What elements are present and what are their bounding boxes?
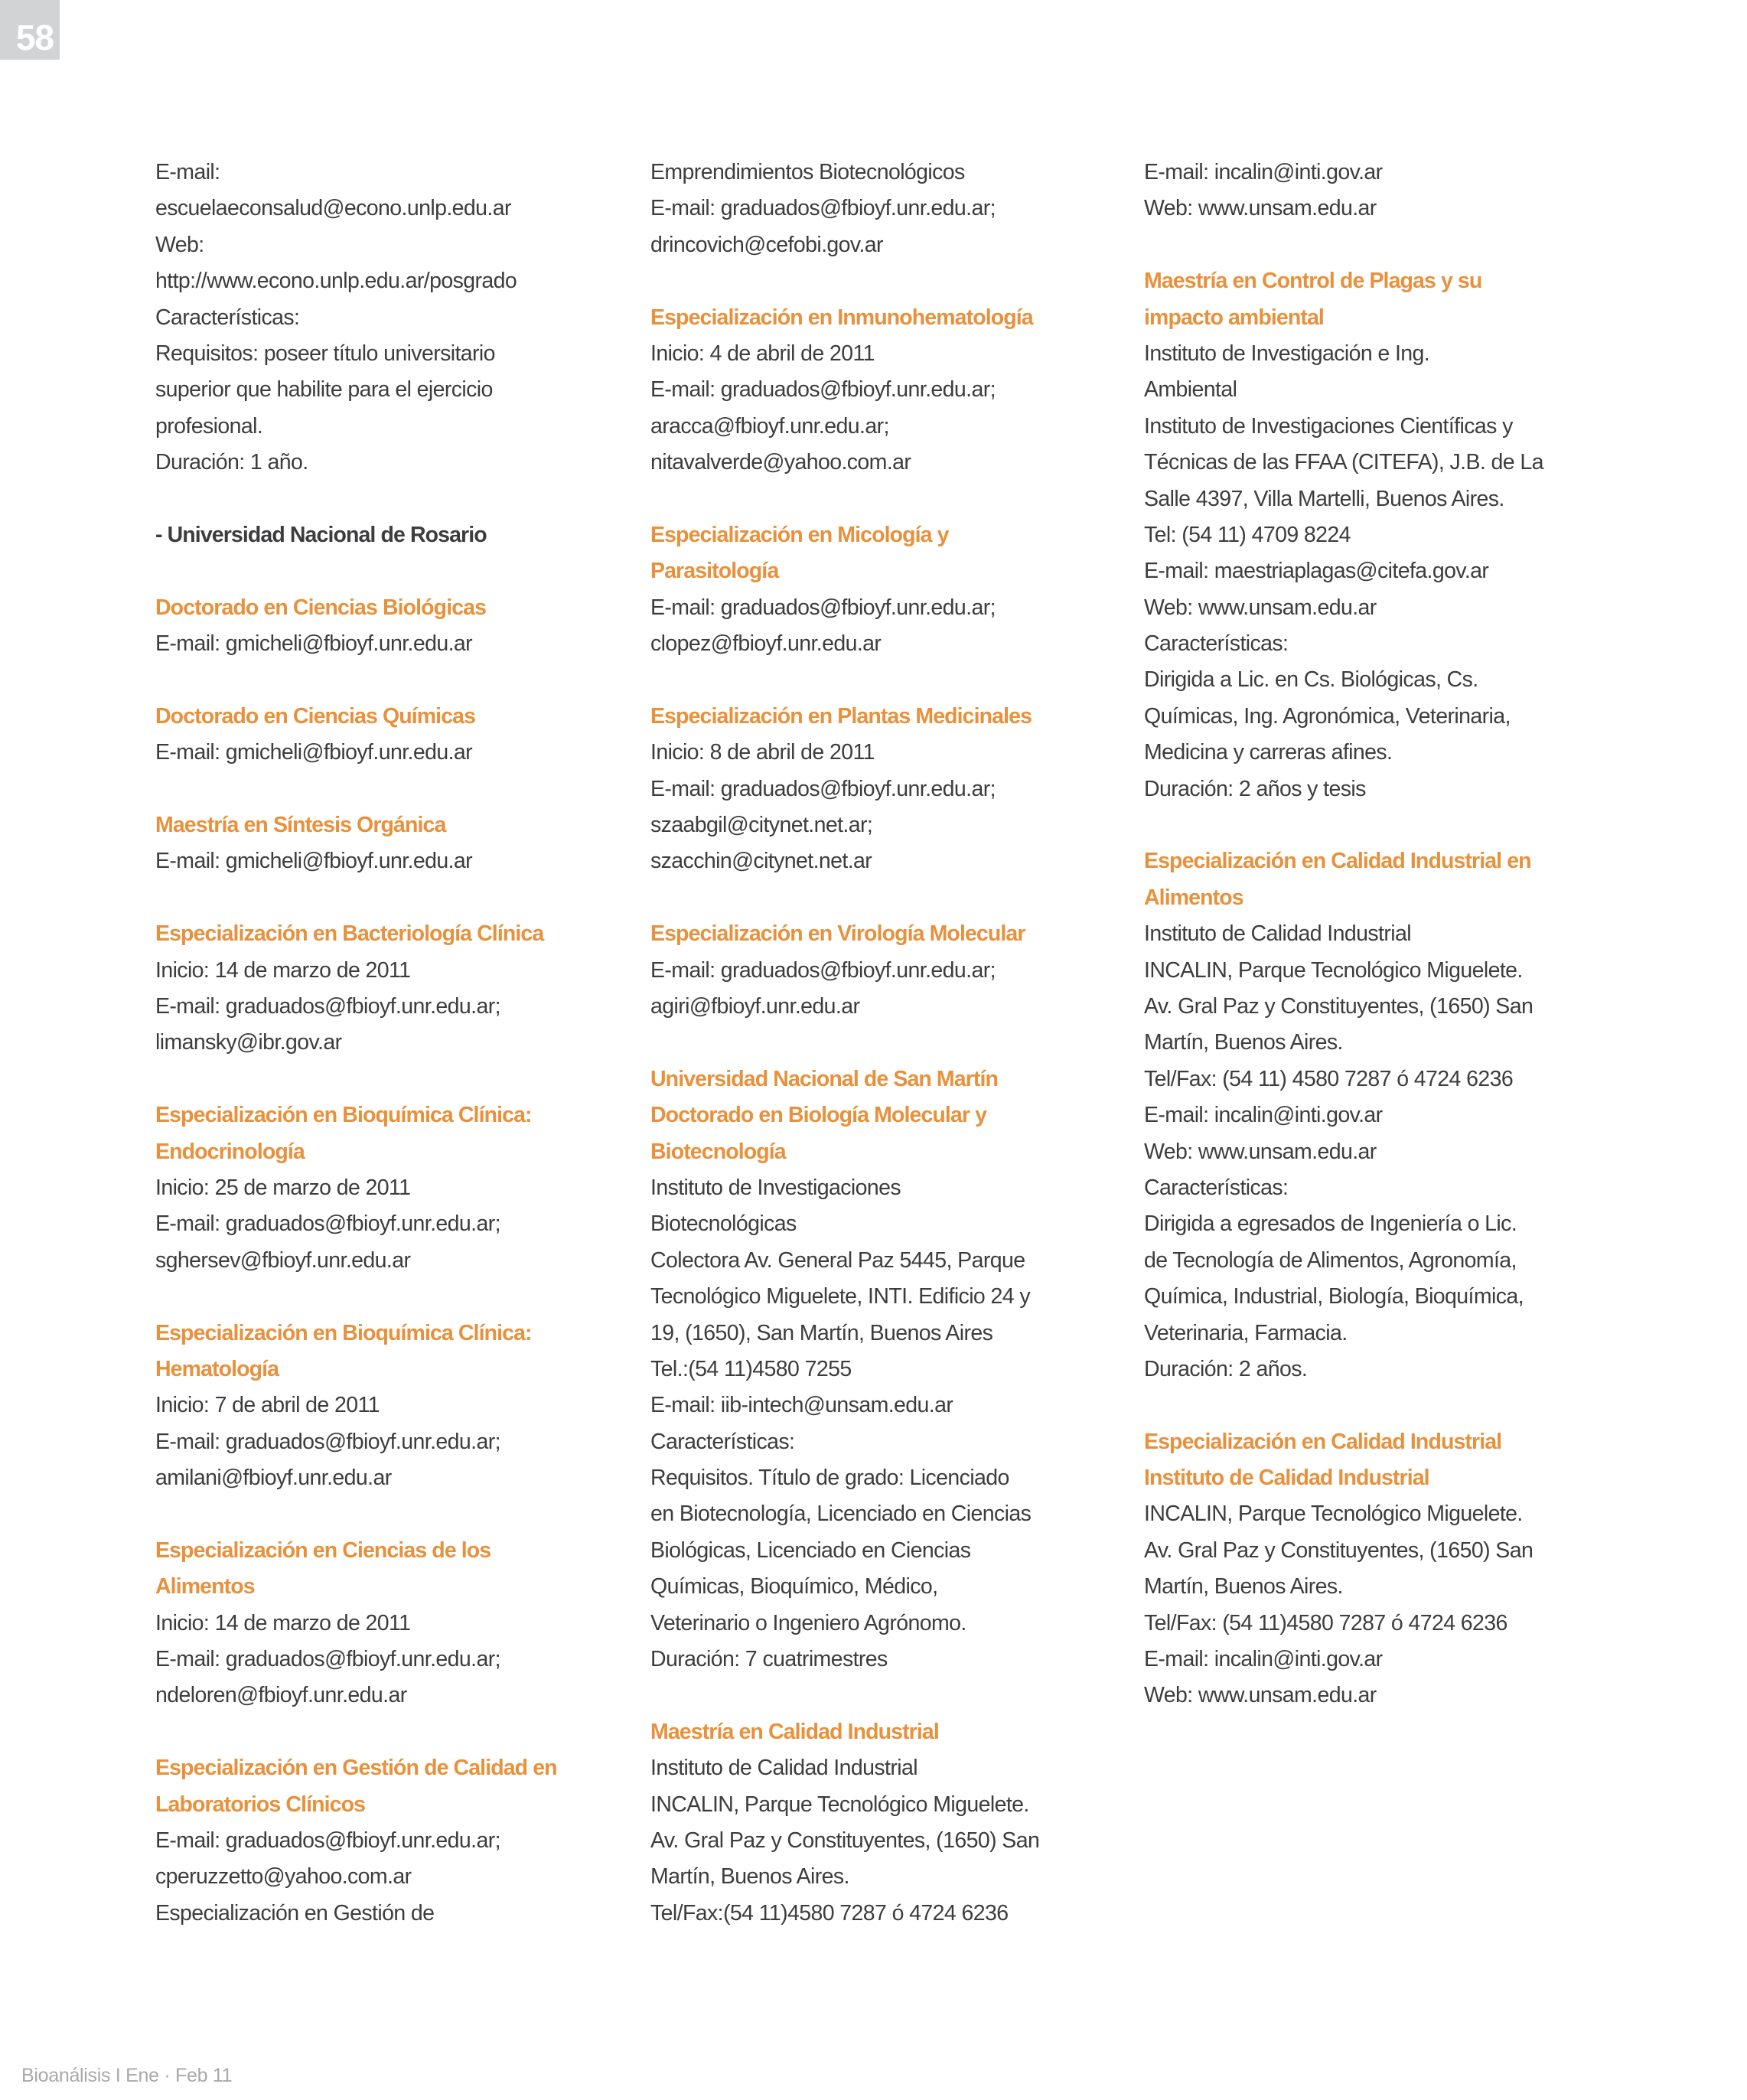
program-heading: Especialización en Calidad Industrial en bbox=[1144, 849, 1531, 874]
program-heading: Especialización en Micología y bbox=[650, 522, 949, 547]
text-line: clopez@fbioyf.unr.edu.ar bbox=[650, 631, 882, 657]
text-line: de Tecnología de Alimentos, Agronomía, bbox=[1144, 1247, 1517, 1273]
text-line: E-mail: graduados@fbioyf.unr.edu.ar; bbox=[650, 957, 996, 983]
program-heading: Especialización en Calidad Industrial bbox=[1144, 1429, 1502, 1454]
text-line: Web: bbox=[155, 232, 204, 257]
program-heading: Biotecnología bbox=[650, 1139, 786, 1164]
program-heading: Instituto de Calidad Industrial bbox=[1144, 1466, 1429, 1491]
text-line: cperuzzetto@yahoo.com.ar bbox=[155, 1864, 412, 1890]
text-line: Técnicas de las FFAA (CITEFA), J.B. de La bbox=[1144, 450, 1543, 475]
spacer bbox=[155, 1061, 630, 1097]
text-line: Características: bbox=[1144, 1175, 1289, 1200]
text-line: E-mail: graduados@fbioyf.unr.edu.ar; bbox=[650, 595, 996, 620]
text-line: Duración: 2 años. bbox=[1144, 1356, 1308, 1381]
spacer bbox=[155, 880, 630, 916]
text-line: Martín, Buenos Aires. bbox=[650, 1864, 849, 1890]
university-heading: - Universidad Nacional de Rosario bbox=[155, 522, 487, 547]
program-heading: Especialización en Bacteriología Clínica bbox=[155, 921, 544, 947]
text-line: E-mail: graduados@fbioyf.unr.edu.ar; bbox=[155, 993, 500, 1019]
text-line: superior que habilite para el ejercicio bbox=[155, 377, 493, 403]
spacer bbox=[155, 1714, 630, 1750]
text-line: Web: www.unsam.edu.ar bbox=[1144, 1683, 1377, 1708]
text-line: Dirigida a Lic. en Cs. Biológicas, Cs. bbox=[1144, 667, 1478, 693]
text-line: E-mail: bbox=[155, 160, 220, 184]
program-heading: Maestría en Calidad Industrial bbox=[650, 1719, 939, 1744]
spacer bbox=[155, 771, 630, 807]
program-heading: Alimentos bbox=[1144, 885, 1243, 910]
program-heading: Especialización en Ciencias de los bbox=[155, 1538, 491, 1563]
text-line: Instituto de Investigaciones Científicas y bbox=[1144, 413, 1513, 439]
text-line: E-mail: graduados@fbioyf.unr.edu.ar; bbox=[650, 196, 996, 221]
text-line: szaabgil@citynet.net.ar; bbox=[650, 813, 873, 838]
text-line: Colectora Av. General Paz 5445, Parque bbox=[650, 1247, 1025, 1273]
program-heading: Hematología bbox=[155, 1356, 279, 1381]
text-line: Tel: (54 11) 4709 8224 bbox=[1144, 522, 1351, 547]
text-line: Salle 4397, Villa Martelli, Buenos Aires. bbox=[1144, 486, 1504, 511]
program-heading: Especialización en Virología Molecular bbox=[650, 921, 1025, 947]
text-line: Veterinario o Ingeniero Agrónomo. bbox=[650, 1610, 966, 1635]
text-line: Duración: 7 cuatrimestres bbox=[650, 1647, 888, 1672]
text-line: E-mail: incalin@inti.gov.ar bbox=[1144, 1647, 1383, 1672]
text-line: Duración: 2 años y tesis bbox=[1144, 776, 1366, 801]
program-heading: Maestría en Control de Plagas y su bbox=[1144, 269, 1482, 294]
spacer bbox=[155, 662, 630, 698]
text-line: Av. Gral Paz y Constituyentes, (1650) San bbox=[1144, 993, 1534, 1019]
text-line: sghersev@fbioyf.unr.edu.ar bbox=[155, 1247, 411, 1273]
text-line: Químicas, Bioquímico, Médico, bbox=[650, 1574, 938, 1599]
text-line: Emprendimientos Biotecnológicos bbox=[650, 160, 965, 184]
spacer bbox=[650, 263, 1125, 299]
text-line: Inicio: 25 de marzo de 2011 bbox=[155, 1175, 411, 1200]
text-line: Tel/Fax: (54 11)4580 7287 ó 4724 6236 bbox=[1144, 1610, 1507, 1635]
column-3 bbox=[1144, 155, 1618, 1714]
program-heading: Especialización en Inmunohematología bbox=[650, 305, 1033, 330]
text-line: Características: bbox=[650, 1429, 795, 1454]
text-line: Martín, Buenos Aires. bbox=[1144, 1574, 1343, 1599]
page-footer: Bioanálisis I Ene · Feb 11 bbox=[21, 2065, 233, 2086]
text-line: Requisitos: poseer título universitario bbox=[155, 341, 495, 366]
text-line: ndeloren@fbioyf.unr.edu.ar bbox=[155, 1683, 407, 1708]
text-line: Ambiental bbox=[1144, 377, 1237, 403]
column-1 bbox=[155, 155, 630, 1932]
text-line: E-mail: graduados@fbioyf.unr.edu.ar; bbox=[650, 377, 996, 403]
text-line: INCALIN, Parque Tecnológico Miguelete. bbox=[1144, 957, 1523, 983]
text-line: Martín, Buenos Aires. bbox=[1144, 1030, 1343, 1055]
text-line: szacchin@citynet.net.ar bbox=[650, 849, 872, 874]
program-heading: Parasitología bbox=[650, 559, 779, 584]
spacer bbox=[650, 1025, 1125, 1061]
spacer bbox=[1144, 227, 1618, 263]
text-line: Tel/Fax:(54 11)4580 7287 ó 4724 6236 bbox=[650, 1900, 1009, 1926]
program-heading: Universidad Nacional de San Martín bbox=[650, 1066, 999, 1091]
text-line: Química, Industrial, Biología, Bioquímica, bbox=[1144, 1284, 1524, 1309]
text-line: E-mail: iib-intech@unsam.edu.ar bbox=[650, 1393, 953, 1418]
text-line: E-mail: gmicheli@fbioyf.unr.edu.ar bbox=[155, 631, 473, 657]
spacer bbox=[1144, 1388, 1618, 1423]
text-line: Av. Gral Paz y Constituyentes, (1650) San bbox=[1144, 1538, 1534, 1563]
text-line: E-mail: maestriaplagas@citefa.gov.ar bbox=[1144, 559, 1489, 584]
text-line: Instituto de Investigaciones bbox=[650, 1175, 901, 1200]
text-line: limansky@ibr.gov.ar bbox=[155, 1030, 342, 1055]
text-line: Web: www.unsam.edu.ar bbox=[1144, 1139, 1377, 1164]
spacer bbox=[650, 481, 1125, 517]
text-line: Inicio: 8 de abril de 2011 bbox=[650, 740, 875, 765]
text-line: Características: bbox=[155, 305, 300, 330]
text-line: E-mail: gmicheli@fbioyf.unr.edu.ar bbox=[155, 740, 473, 765]
text-line: Av. Gral Paz y Constituyentes, (1650) San bbox=[650, 1828, 1040, 1853]
text-line: Requisitos. Título de grado: Licenciado bbox=[650, 1466, 1009, 1491]
text-line: http://www.econo.unlp.edu.ar/posgrado bbox=[155, 269, 517, 294]
program-heading: Doctorado en Ciencias Biológicas bbox=[155, 595, 487, 620]
text-line: nitavalverde@yahoo.com.ar bbox=[650, 450, 911, 475]
text-line: E-mail: graduados@fbioyf.unr.edu.ar; bbox=[155, 1429, 500, 1454]
text-line: Características: bbox=[1144, 631, 1289, 657]
program-heading: Especialización en Bioquímica Clínica: bbox=[155, 1320, 532, 1345]
spacer bbox=[155, 481, 630, 517]
text-line: E-mail: graduados@fbioyf.unr.edu.ar; bbox=[155, 1828, 500, 1853]
text-line: Instituto de Calidad Industrial bbox=[650, 1756, 918, 1781]
program-heading: impacto ambiental bbox=[1144, 305, 1324, 330]
program-heading: Especialización en Plantas Medicinales bbox=[650, 703, 1032, 729]
text-line: Tel.:(54 11)4580 7255 bbox=[650, 1356, 852, 1381]
text-line: E-mail: graduados@fbioyf.unr.edu.ar; bbox=[155, 1211, 500, 1237]
text-line: profesional. bbox=[155, 413, 263, 439]
text-line: Dirigida a egresados de Ingeniería o Lic. bbox=[1144, 1211, 1517, 1237]
text-line: INCALIN, Parque Tecnológico Miguelete. bbox=[650, 1792, 1029, 1817]
page-number: 58 bbox=[0, 0, 60, 60]
program-heading: Alimentos bbox=[155, 1574, 255, 1599]
text-line: E-mail: graduados@fbioyf.unr.edu.ar; bbox=[650, 776, 996, 801]
text-line: Veterinaria, Farmacia. bbox=[1144, 1320, 1348, 1345]
text-line: amilani@fbioyf.unr.edu.ar bbox=[155, 1466, 392, 1491]
text-line: Web: www.unsam.edu.ar bbox=[1144, 595, 1377, 620]
text-line: agiri@fbioyf.unr.edu.ar bbox=[650, 993, 860, 1019]
text-line: en Biotecnología, Licenciado en Ciencias bbox=[650, 1502, 1032, 1527]
program-heading: Endocrinología bbox=[155, 1139, 305, 1164]
text-line: escuelaeconsalud@econo.unlp.edu.ar bbox=[155, 196, 511, 221]
text-line: Medicina y carreras afines. bbox=[1144, 740, 1393, 765]
spacer bbox=[650, 662, 1125, 698]
text-line: Inicio: 7 de abril de 2011 bbox=[155, 1393, 380, 1418]
text-line: 19, (1650), San Martín, Buenos Aires bbox=[650, 1320, 993, 1345]
text-line: E-mail: incalin@inti.gov.ar bbox=[1144, 1103, 1383, 1128]
spacer bbox=[1144, 807, 1618, 843]
text-line: Inicio: 4 de abril de 2011 bbox=[650, 341, 875, 366]
program-heading: Laboratorios Clínicos bbox=[155, 1792, 366, 1817]
spacer bbox=[650, 880, 1125, 916]
spacer bbox=[155, 553, 630, 589]
text-line: aracca@fbioyf.unr.edu.ar; bbox=[650, 413, 889, 439]
text-line: INCALIN, Parque Tecnológico Miguelete. bbox=[1144, 1502, 1523, 1527]
text-line: Web: www.unsam.edu.ar bbox=[1144, 196, 1377, 221]
spacer bbox=[155, 1279, 630, 1315]
spacer bbox=[650, 1678, 1125, 1714]
text-line: Químicas, Ing. Agronómica, Veterinaria, bbox=[1144, 703, 1511, 729]
text-line: Especialización en Gestión de bbox=[155, 1900, 435, 1926]
text-line: Duración: 1 año. bbox=[155, 450, 308, 475]
text-line: Biotecnológicas bbox=[650, 1211, 797, 1237]
text-line: E-mail: incalin@inti.gov.ar bbox=[1144, 160, 1383, 184]
spacer bbox=[155, 1496, 630, 1532]
text-line: E-mail: graduados@fbioyf.unr.edu.ar; bbox=[155, 1647, 500, 1672]
text-line: Instituto de Calidad Industrial bbox=[1144, 921, 1411, 947]
program-heading: Maestría en Síntesis Orgánica bbox=[155, 813, 446, 838]
column-2 bbox=[650, 155, 1125, 1932]
text-line: Tel/Fax: (54 11) 4580 7287 ó 4724 6236 bbox=[1144, 1066, 1514, 1091]
text-line: drincovich@cefobi.gov.ar bbox=[650, 232, 883, 257]
program-heading: Doctorado en Biología Molecular y bbox=[650, 1103, 987, 1128]
program-heading: Especialización en Bioquímica Clínica: bbox=[155, 1103, 532, 1128]
text-line: Tecnológico Miguelete, INTI. Edificio 24 y bbox=[650, 1284, 1030, 1309]
text-line: E-mail: gmicheli@fbioyf.unr.edu.ar bbox=[155, 849, 473, 874]
program-heading: Doctorado en Ciencias Químicas bbox=[155, 703, 476, 729]
text-line: Inicio: 14 de marzo de 2011 bbox=[155, 957, 411, 983]
text-line: Instituto de Investigación e Ing. bbox=[1144, 341, 1430, 366]
text-line: Biológicas, Licenciado en Ciencias bbox=[650, 1538, 971, 1563]
program-heading: Especialización en Gestión de Calidad en bbox=[155, 1756, 557, 1781]
text-line: Inicio: 14 de marzo de 2011 bbox=[155, 1610, 411, 1635]
